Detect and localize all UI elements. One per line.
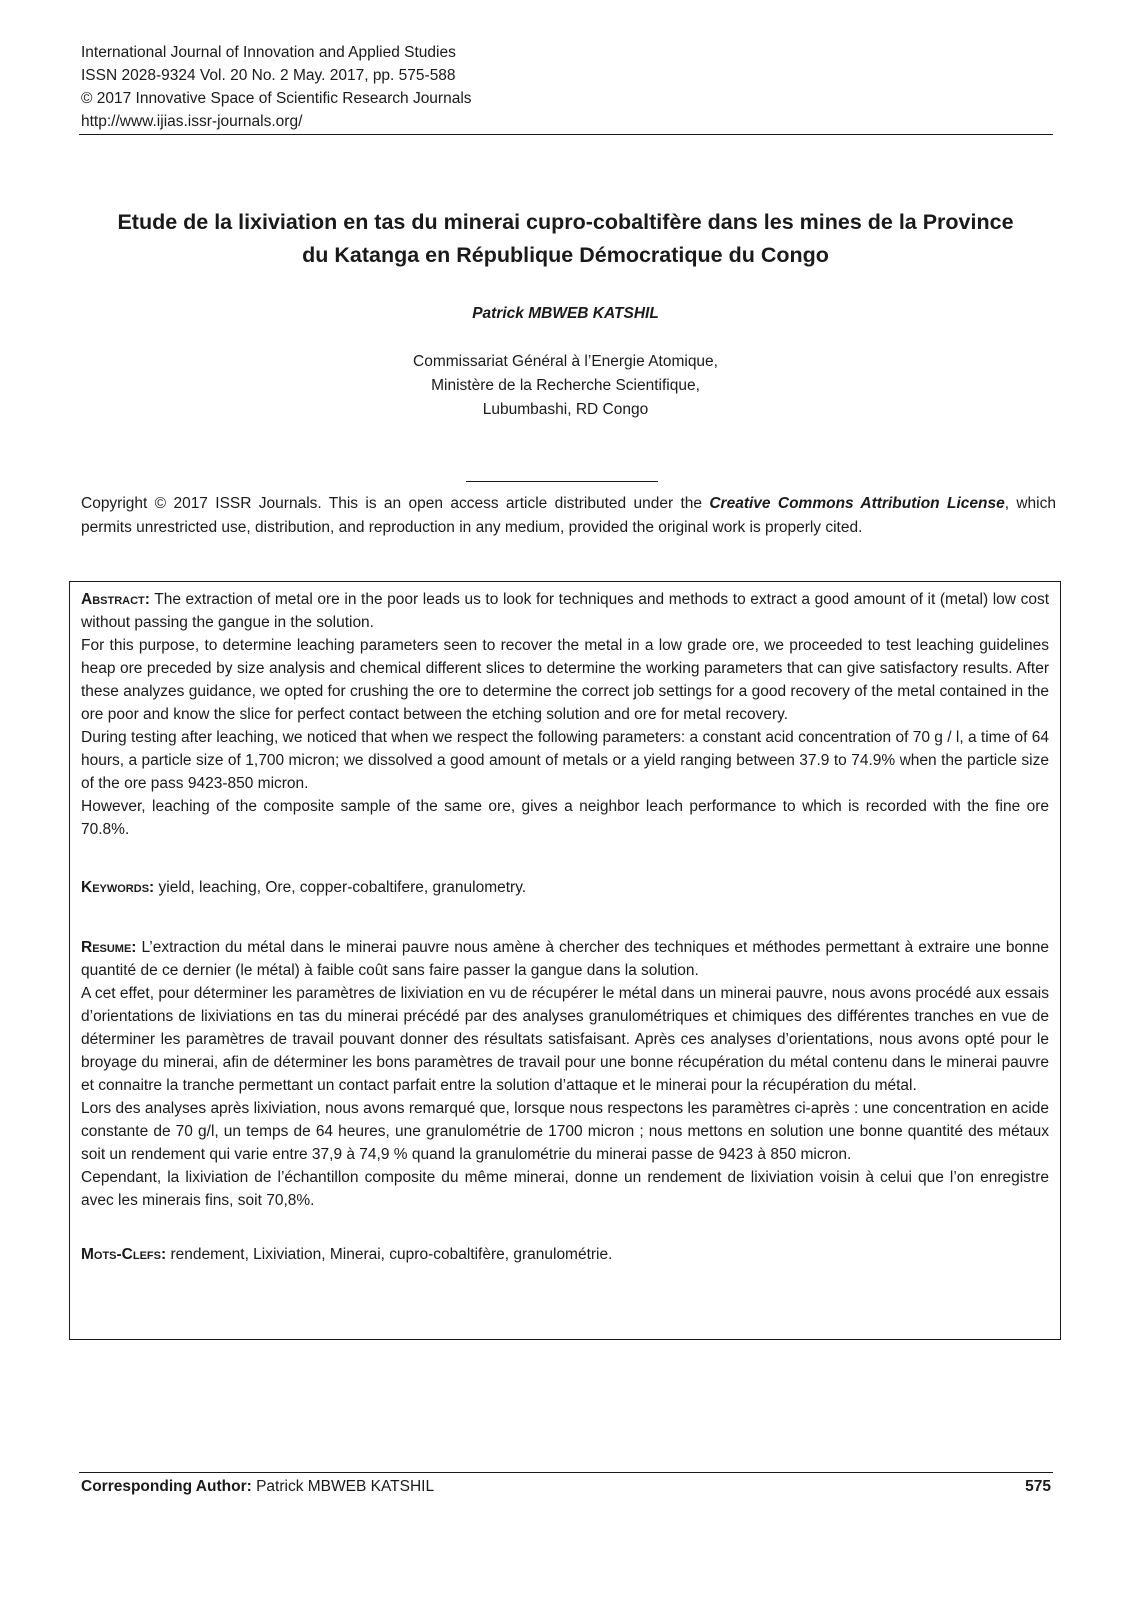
paper-title — [60, 206, 1071, 272]
resume-label: Resume: — [81, 939, 137, 956]
abstract-paragraph-4: However, leaching of the composite sample of the same ore, gives a neighbor leach performance to which is recorded with the fine ore 70.8%. — [81, 798, 1049, 838]
spacer — [81, 899, 1049, 936]
author-affiliation — [0, 350, 1131, 422]
keywords-label: Keywords: — [81, 879, 155, 896]
header-divider — [79, 134, 1053, 135]
author-name: Patrick MBWEB KATSHIL — [472, 305, 659, 322]
copyright-notice — [81, 492, 1056, 540]
page-number: 575 — [1025, 1478, 1051, 1495]
affiliation-line-2: Ministère de la Recherche Scientifique, — [431, 377, 700, 394]
mots-clefs-line — [81, 1243, 1049, 1266]
mots-clefs-label: Mots-Clefs: — [81, 1246, 167, 1263]
journal-url[interactable]: http://www.ijias.issr-journals.org/ — [81, 113, 303, 130]
title-line-1: Etude de la lixiviation en tas du minerai cupro-cobaltifère dans les mines de la Province — [117, 210, 1014, 234]
resume-paragraph-1 — [81, 936, 1049, 982]
abstract-box-content — [81, 588, 1049, 1266]
mots-clefs-text: rendement, Lixiviation, Minerai, cupro-cobaltifère, granulométrie. — [170, 1246, 613, 1263]
license-name[interactable]: Creative Commons Attribution License — [709, 495, 1005, 512]
spacer — [81, 1212, 1049, 1243]
corresponding-author-label: Corresponding Author: — [81, 1478, 252, 1495]
abstract-label: Abstract: — [81, 591, 150, 608]
abstract-text-1: The extraction of metal ore in the poor leads us to look for techniques and methods to extract a good amount of it (metal) low cost without passing the gangue in the solution. — [81, 591, 1050, 631]
copyright-text-post: , which permits unrestricted use, distribution, and reproduction in any medium, provided the original work is properly cited. — [81, 495, 1056, 536]
abstract-paragraph-3: During testing after leaching, we noticed that when we respect the following parameters: a constant acid concentration of 70 g / l, a time of 64 hours, a particle size of 1,700 micron; we dissolved a good amount of metals or a yield ranging between 37.9 to 74.9% when the particle size of the ore pass 9423-850 micron. — [81, 729, 1049, 792]
journal-name: International Journal of Innovation and Applied Studies — [81, 44, 456, 61]
page-footer — [81, 1478, 1051, 1496]
journal-issn: ISSN 2028-9324 Vol. 20 No. 2 May. 2017, pp. 575-588 — [81, 67, 456, 84]
abstract-paragraph-2: For this purpose, to determine leaching parameters seen to recover the metal in a low grade ore, we proceeded to test leaching guidelines heap ore preceded by size analysis and chemical different slices to determine the working parameters that can give satisfactory results. After these analyzes guidance, we opted for crushing the ore to determine the correct job settings for a good recovery of the metal contained in the ore poor and know the slice for perfect contact between the etching solution and ore for metal recovery. — [81, 637, 1049, 723]
copyright-divider — [466, 481, 658, 482]
keywords-text: yield, leaching, Ore, copper-cobaltifere, granulometry. — [158, 879, 527, 896]
affiliation-line-3: Lubumbashi, RD Congo — [482, 401, 649, 418]
resume-paragraph-2: A cet effet, pour déterminer les paramètres de lixiviation en vu de récupérer le métal dans un minerai pauvre, nous avons procédé aux essais d’orientations de lixiviations en tas du minerai précédé par des analyses granulométriques et chimiques des différentes tranches en vue de déterminer les paramètres de travail pouvant donner des résultats satisfaisant. Après ces analyses d’orientations, nous avons opté pour le broyage du minerai, afin de déterminer les bons paramètres de travail pour une bonne récupération du métal contenu dans le minerai pauvre et connaitre la tranche permettant un contact parfait entre la solution d’attaque et le minerai pour la récupération du métal. — [81, 985, 1049, 1094]
corresponding-author-name: Patrick MBWEB KATSHIL — [256, 1478, 435, 1495]
journal-header — [81, 41, 1051, 133]
footer-divider — [79, 1472, 1053, 1473]
copyright-text-pre: Copyright © 2017 ISSR Journals. This is an open access article distributed under the — [81, 495, 710, 512]
abstract-paragraph-1 — [81, 588, 1049, 634]
resume-paragraph-3: Lors des analyses après lixiviation, nous avons remarqué que, lorsque nous respectons les paramètres ci-après : une concentration en acide constante de 70 g/l, un temps de 64 heures, une granulométrie de 1700 micron ; nous mettons en solution une bonne quantité des métaux soit un rendement qui varie entre 37,9 à 74,9 % quand la granulométrie du minerai passe de 9423 à 850 micron. — [81, 1100, 1049, 1163]
spacer — [81, 841, 1049, 876]
journal-copyright: © 2017 Innovative Space of Scientific Research Journals — [81, 90, 472, 107]
title-line-2: du Katanga en République Démocratique du Congo — [302, 243, 829, 267]
abstract-box — [69, 581, 1061, 1340]
affiliation-line-1: Commissariat Général à l’Energie Atomique, — [413, 353, 718, 370]
resume-text-1: L’extraction du métal dans le minerai pauvre nous amène à chercher des techniques et méthodes permettant à extraire une bonne quantité de ce dernier (le métal) à faible coût sans faire passer la gangue dans la solution. — [81, 939, 1049, 979]
resume-paragraph-4: Cependant, la lixiviation de l’échantillon composite du même minerai, donne un rendement de lixiviation voisin à celui que l’on enregistre avec les minerais fins, soit 70,8%. — [81, 1169, 1049, 1209]
keywords-line — [81, 876, 1049, 899]
